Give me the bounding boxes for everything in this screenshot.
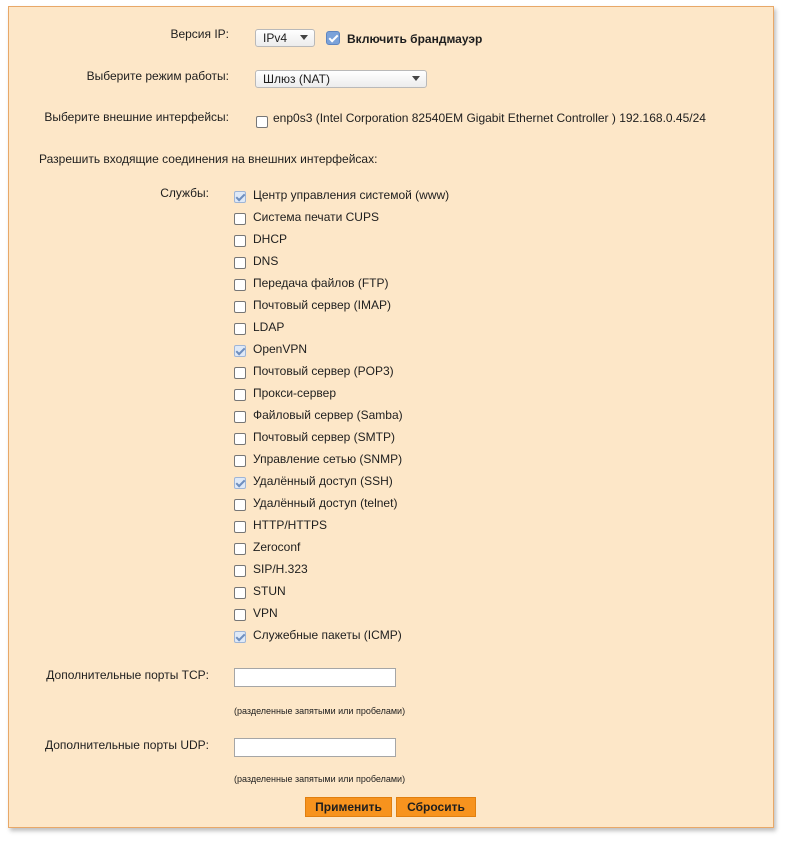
service-checkbox[interactable]: [234, 257, 246, 269]
service-name: Файловый сервер (Samba): [253, 408, 403, 422]
service-name: Удалённый доступ (SSH): [253, 474, 393, 488]
ip-version-value: IPv4: [263, 31, 288, 45]
service-name: VPN: [253, 606, 278, 620]
mode-value: Шлюз (NAT): [263, 72, 330, 86]
service-checkbox[interactable]: [234, 477, 246, 489]
service-checkbox[interactable]: [234, 631, 246, 643]
service-name: OpenVPN: [253, 342, 308, 356]
service-name: Система печати CUPS: [253, 210, 379, 224]
service-name: Служебные пакеты (ICMP): [253, 628, 402, 642]
tcp-ports-label: Дополнительные порты TCP:: [46, 668, 209, 682]
service-name: HTTP/HTTPS: [253, 518, 327, 532]
ip-version-label: Версия IP:: [170, 27, 229, 41]
service-checkbox[interactable]: [234, 543, 246, 555]
interface-checkbox[interactable]: [256, 116, 268, 128]
service-checkbox[interactable]: [234, 191, 246, 203]
service-name: Удалённый доступ (telnet): [253, 496, 398, 510]
mode-select[interactable]: [255, 70, 427, 88]
service-name: Почтовый сервер (IMAP): [253, 298, 391, 312]
service-checkbox[interactable]: [234, 587, 246, 599]
tcp-ports-hint: (разделенные запятыми или пробелами): [234, 706, 406, 716]
reset-button[interactable]: Сбросить: [396, 797, 476, 817]
interface-name: enp0s3 (Intel Corporation 82540EM Gigabit Ethernet Controller ) 192.168.0.45/24: [273, 111, 706, 125]
mode-label: Выберите режим работы:: [86, 69, 229, 83]
udp-ports-label: Дополнительные порты UDP:: [44, 738, 209, 752]
service-checkbox[interactable]: [234, 213, 246, 225]
service-checkbox[interactable]: [234, 389, 246, 401]
service-checkbox[interactable]: [234, 499, 246, 511]
service-checkbox[interactable]: [234, 433, 246, 445]
service-checkbox[interactable]: [234, 367, 246, 379]
service-checkbox[interactable]: [234, 609, 246, 621]
tcp-ports-input[interactable]: [234, 668, 396, 687]
chevron-down-icon: [300, 35, 308, 40]
service-checkbox[interactable]: [234, 565, 246, 577]
chevron-down-icon: [412, 76, 420, 81]
service-name: Прокси-сервер: [253, 386, 336, 400]
service-name: Почтовый сервер (POP3): [253, 364, 394, 378]
service-name: Передача файлов (FTP): [253, 276, 389, 290]
apply-button[interactable]: Применить: [305, 797, 392, 817]
service-checkbox[interactable]: [234, 323, 246, 335]
service-name: SIP/H.323: [253, 562, 308, 576]
udp-ports-input[interactable]: [234, 738, 396, 757]
service-name: Управление сетью (SNMP): [253, 452, 403, 466]
service-name: LDAP: [253, 320, 285, 334]
service-name: Центр управления системой (www): [253, 188, 450, 202]
firewall-settings-panel: [8, 6, 774, 828]
ip-version-select[interactable]: [255, 29, 315, 47]
allow-incoming-heading: Разрешить входящие соединения на внешних интерфейсах:: [39, 152, 378, 166]
service-checkbox[interactable]: [234, 279, 246, 291]
service-checkbox[interactable]: [234, 411, 246, 423]
service-name: DHCP: [253, 232, 288, 246]
service-checkbox[interactable]: [234, 301, 246, 313]
enable-firewall-label: Включить брандмауэр: [347, 32, 483, 46]
service-checkbox[interactable]: [234, 235, 246, 247]
enable-firewall-checkbox[interactable]: [326, 31, 340, 45]
service-checkbox[interactable]: [234, 455, 246, 467]
udp-ports-hint: (разделенные запятыми или пробелами): [234, 774, 406, 784]
interfaces-label: Выберите внешние интерфейсы:: [44, 110, 229, 124]
service-name: Почтовый сервер (SMTP): [253, 430, 395, 444]
services-label: Службы:: [160, 186, 209, 200]
service-name: Zeroconf: [253, 540, 301, 554]
service-name: STUN: [253, 584, 286, 598]
service-checkbox[interactable]: [234, 521, 246, 533]
service-name: DNS: [253, 254, 279, 268]
service-checkbox[interactable]: [234, 345, 246, 357]
